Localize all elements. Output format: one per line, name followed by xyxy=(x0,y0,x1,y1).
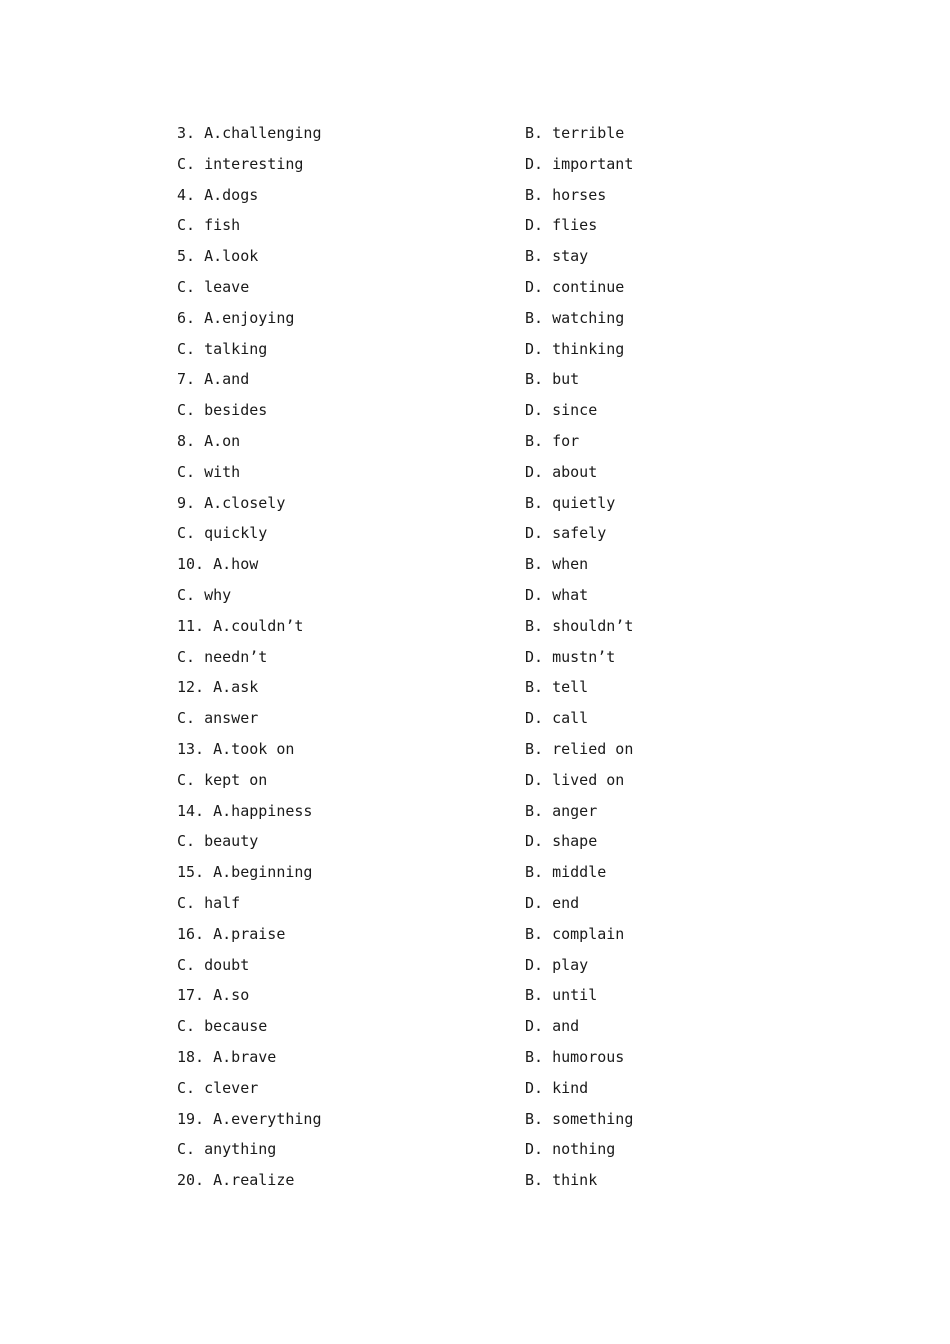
option-right: B. but xyxy=(525,370,580,389)
option-left: C. besides xyxy=(177,401,268,420)
option-right: D. since xyxy=(525,401,598,420)
option-right: D. play xyxy=(525,955,589,974)
option-left: 3. A.challenging xyxy=(177,124,322,142)
option-right: B. relied on xyxy=(525,739,634,758)
option-row xyxy=(177,1014,737,1045)
option-right: B. complain xyxy=(525,924,625,943)
option-row xyxy=(177,645,737,676)
option-left: 13. A.took on xyxy=(177,739,295,758)
option-list xyxy=(177,121,737,1199)
option-left: 8. A.on xyxy=(177,431,241,450)
option-left: 17. A.so xyxy=(177,986,250,1005)
option-row xyxy=(177,1168,737,1199)
option-right: B. humorous xyxy=(525,1047,625,1066)
option-row xyxy=(177,1107,737,1138)
option-right: B. watching xyxy=(525,308,625,327)
option-right: B. middle xyxy=(525,863,607,882)
option-left: 10. A.how xyxy=(177,555,259,574)
option-row xyxy=(177,614,737,645)
option-right: B. for xyxy=(525,431,580,450)
option-right: D. flies xyxy=(525,216,598,235)
option-row xyxy=(177,922,737,953)
option-right: B. something xyxy=(525,1109,634,1128)
option-left: C. anything xyxy=(177,1140,277,1159)
option-row xyxy=(177,152,737,183)
option-left: C. because xyxy=(177,1017,268,1036)
option-right: D. kind xyxy=(525,1078,589,1097)
option-right: B. terrible xyxy=(525,124,625,142)
option-left: C. clever xyxy=(177,1078,259,1097)
option-row xyxy=(177,429,737,460)
option-left: 11. A.couldn’t xyxy=(177,616,304,635)
option-row xyxy=(177,860,737,891)
option-right: D. about xyxy=(525,462,598,481)
option-right: B. tell xyxy=(525,678,589,697)
option-right: D. and xyxy=(525,1017,580,1036)
option-row xyxy=(177,675,737,706)
option-row xyxy=(177,275,737,306)
option-row xyxy=(177,737,737,768)
option-right: D. continue xyxy=(525,277,625,296)
option-right: D. end xyxy=(525,893,580,912)
option-right: B. think xyxy=(525,1171,598,1190)
option-row xyxy=(177,983,737,1014)
option-left: C. needn’t xyxy=(177,647,268,666)
option-left: 4. A.dogs xyxy=(177,185,259,204)
option-right: D. what xyxy=(525,585,589,604)
option-row xyxy=(177,460,737,491)
option-left: C. half xyxy=(177,893,241,912)
option-right: D. call xyxy=(525,709,589,728)
option-left: 14. A.happiness xyxy=(177,801,313,820)
option-left: 5. A.look xyxy=(177,247,259,266)
option-right: D. safely xyxy=(525,524,607,543)
option-right: D. mustn’t xyxy=(525,647,616,666)
option-left: C. with xyxy=(177,462,241,481)
option-left: 16. A.praise xyxy=(177,924,286,943)
option-row xyxy=(177,953,737,984)
option-left: 7. A.and xyxy=(177,370,250,389)
option-left: C. fish xyxy=(177,216,241,235)
option-row xyxy=(177,491,737,522)
option-row xyxy=(177,1137,737,1168)
option-left: C. leave xyxy=(177,277,250,296)
option-row xyxy=(177,244,737,275)
option-left: 9. A.closely xyxy=(177,493,286,512)
option-right: D. thinking xyxy=(525,339,625,358)
option-row xyxy=(177,337,737,368)
option-row xyxy=(177,706,737,737)
option-right: D. shape xyxy=(525,832,598,851)
option-row xyxy=(177,367,737,398)
option-row xyxy=(177,768,737,799)
option-left: C. answer xyxy=(177,709,259,728)
option-left: 15. A.beginning xyxy=(177,863,313,882)
option-row xyxy=(177,521,737,552)
option-row xyxy=(177,552,737,583)
option-row xyxy=(177,183,737,214)
option-row xyxy=(177,891,737,922)
option-left: 20. A.realize xyxy=(177,1171,295,1190)
option-row xyxy=(177,1076,737,1107)
option-row xyxy=(177,1045,737,1076)
option-left: C. doubt xyxy=(177,955,250,974)
option-right: B. when xyxy=(525,555,589,574)
option-right: B. shouldn’t xyxy=(525,616,634,635)
option-row xyxy=(177,829,737,860)
option-left: 19. A.everything xyxy=(177,1109,322,1128)
option-row xyxy=(177,306,737,337)
option-left: C. kept on xyxy=(177,770,268,789)
option-row xyxy=(177,213,737,244)
option-row xyxy=(177,398,737,429)
option-right: B. stay xyxy=(525,247,589,266)
option-left: 12. A.ask xyxy=(177,678,259,697)
option-left: C. why xyxy=(177,585,232,604)
option-right: B. anger xyxy=(525,801,598,820)
option-right: B. until xyxy=(525,986,598,1005)
option-left: 18. A.brave xyxy=(177,1047,277,1066)
option-row xyxy=(177,121,737,152)
option-left: C. beauty xyxy=(177,832,259,851)
option-row xyxy=(177,583,737,614)
option-row xyxy=(177,799,737,830)
option-right: D. important xyxy=(525,154,634,173)
option-right: D. nothing xyxy=(525,1140,616,1159)
option-right: B. quietly xyxy=(525,493,616,512)
option-left: C. talking xyxy=(177,339,268,358)
option-left: 6. A.enjoying xyxy=(177,308,295,327)
option-left: C. interesting xyxy=(177,154,304,173)
option-right: D. lived on xyxy=(525,770,625,789)
option-right: B. horses xyxy=(525,185,607,204)
option-left: C. quickly xyxy=(177,524,268,543)
